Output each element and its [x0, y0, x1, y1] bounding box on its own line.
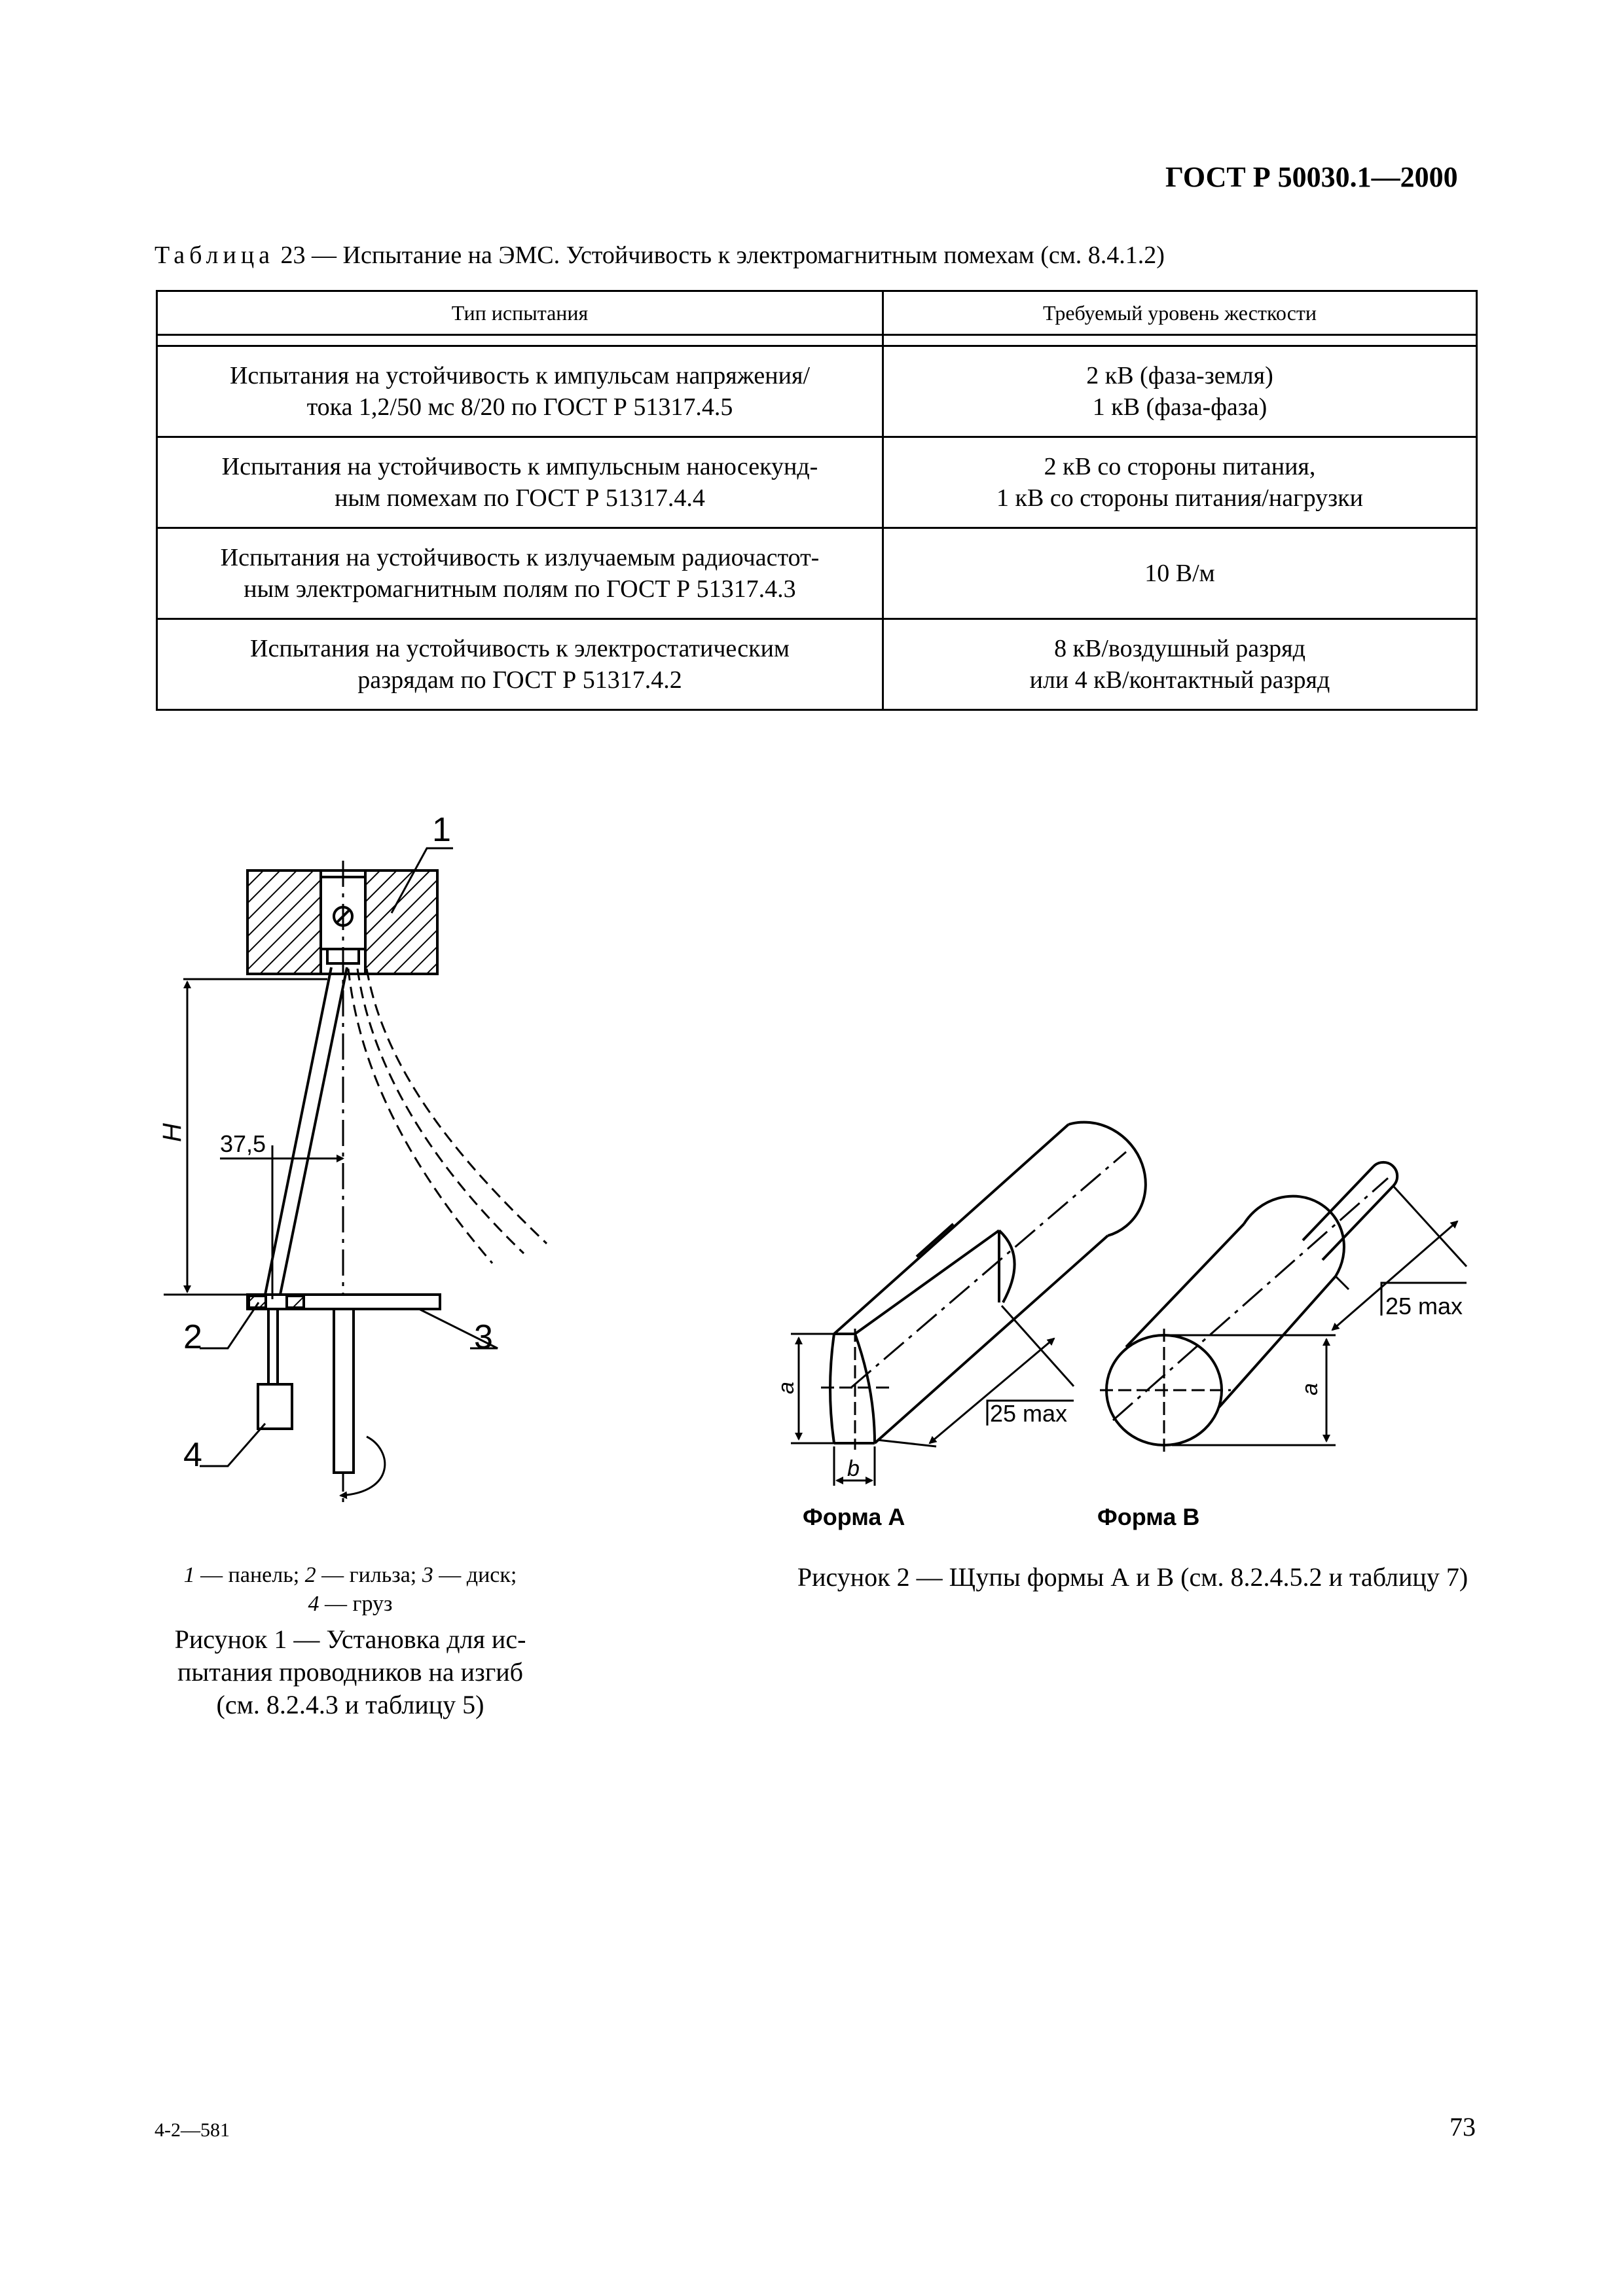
table-cell-test: Испытания на устойчивость к электростатическим разрядам по ГОСТ Р 51317.4.2 [157, 619, 883, 710]
figure1-caption: Рисунок 1 — Установка для ис- пытания проводников на изгиб (см. 8.2.4.3 и таблицу 5) [174, 1624, 526, 1719]
label-form-a: Форма А [803, 1503, 905, 1530]
probe-form-b [1100, 1162, 1397, 1453]
table-cell-level: 2 кВ со стороны питания, 1 кВ со стороны питания/нагрузки [883, 437, 1477, 528]
column-header-test-type: Тип испытания [157, 291, 883, 335]
probe-form-a [821, 1122, 1146, 1450]
table-cell-level: 8 кВ/воздушный разряд или 4 кВ/контактный разряд [883, 619, 1477, 710]
table-cell-level: 2 кВ (фаза-земля) 1 кВ (фаза-фаза) [883, 346, 1477, 437]
column-header-required-level: Требуемый уровень жесткости [883, 291, 1477, 335]
dimension-37-5 [220, 1145, 343, 1299]
table-cell-test: Испытания на устойчивость к импульсным наносекунд- ным помехам по ГОСТ Р 51317.4.4 [157, 437, 883, 528]
label-H: H [158, 1123, 187, 1142]
figure2-labels [774, 1293, 1463, 1530]
label-form-b: Форма В [1097, 1503, 1200, 1530]
label-25max-left: 25 max [990, 1400, 1068, 1427]
conductor [265, 967, 347, 1295]
label-2: 2 [183, 1318, 202, 1356]
label-a-left: a [774, 1382, 799, 1394]
label-a-right: a [1298, 1383, 1322, 1395]
page-number: 73 [1450, 2112, 1476, 2142]
label-1: 1 [432, 811, 451, 849]
sleeve-weight [258, 1309, 292, 1429]
figure1-legend: 1 — панель; 2 — гильза; 3 — диск; 4 — груз [183, 1563, 517, 1616]
label-b: b [847, 1456, 860, 1481]
table-caption-text: 23 — Испытание на ЭМС. Устойчивость к электромагнитным помехам (см. 8.4.1.2) [274, 242, 1165, 269]
standard-code: ГОСТ Р 50030.1—2000 [1165, 161, 1458, 193]
figure2-caption: Рисунок 2 — Щупы формы А и В (см. 8.2.4.5.2 и таблицу 7) [797, 1562, 1468, 1592]
table-cell-test: Испытания на устойчивость к излучаемым радиочастот- ным электромагнитным полям по ГОСТ Р 51317.4.3 [157, 528, 883, 619]
footer-code: 4-2—581 [155, 2119, 230, 2141]
figure1-drawing [164, 848, 547, 1505]
figure2-drawing [791, 1122, 1467, 1486]
table-cell-level: 10 В/м [883, 528, 1477, 619]
label-4: 4 [183, 1436, 202, 1474]
label-37-5: 37,5 [220, 1130, 266, 1157]
form-a-dimensions [791, 1306, 1074, 1486]
label-25max-right: 25 max [1385, 1293, 1463, 1319]
label-3: 3 [474, 1318, 493, 1356]
bent-positions [348, 969, 547, 1263]
table-caption-prefix: Таблица [155, 242, 275, 269]
table-cell-test: Испытания на устойчивость к импульсам напряжения/ тока 1,2/50 мс 8/20 по ГОСТ Р 51317.4.5 [157, 346, 883, 437]
